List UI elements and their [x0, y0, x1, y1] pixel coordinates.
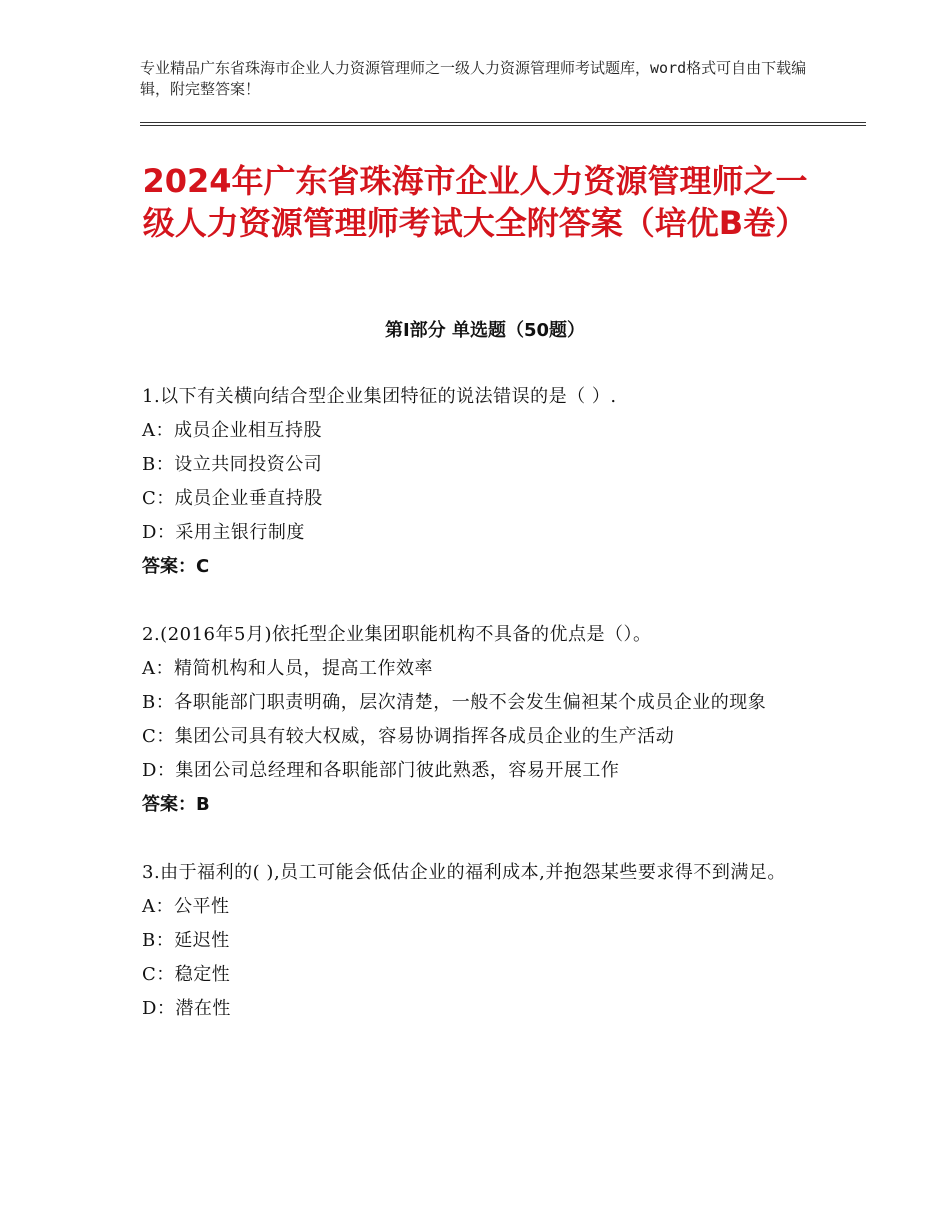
option-d: D：集团公司总经理和各职能部门彼此熟悉，容易开展工作 [142, 760, 620, 781]
divider [140, 122, 866, 123]
option-b: B：设立共同投资公司 [142, 454, 323, 475]
document-title: 2024年广东省珠海市企业人力资源管理师之一级人力资源管理师考试大全附答案（培优B卷） [142, 162, 808, 242]
question-stem: 2.(2016年5月)依托型企业集团职能机构不具备的优点是（）。 [142, 624, 652, 645]
question-list [142, 380, 822, 1060]
option-c: C：成员企业垂直持股 [142, 488, 323, 509]
option-c: C：稳定性 [142, 964, 231, 985]
option-b: B：各职能部门职责明确，层次清楚，一般不会发生偏袒某个成员企业的现象 [142, 692, 767, 713]
header-note: 专业精品广东省珠海市企业人力资源管理师之一级人力资源管理师考试题库，word格式可自由下载编辑，附完整答案！ [140, 59, 807, 98]
question-2 [142, 618, 822, 822]
answer: 答案：B [142, 794, 210, 815]
divider [140, 125, 866, 126]
section-heading: 第Ⅰ部分 单选题（50题） [384, 320, 585, 341]
answer: 答案：C [142, 556, 210, 577]
option-a: A：精简机构和人员，提高工作效率 [142, 658, 433, 679]
question-3 [142, 856, 822, 1026]
option-b: B：延迟性 [142, 930, 230, 951]
question-1 [142, 380, 822, 584]
option-c: C：集团公司具有较大权威，容易协调指挥各成员企业的生产活动 [142, 726, 675, 747]
question-stem: 3.由于福利的( ),员工可能会低估企业的福利成本,并抱怨某些要求得不到满足。 [142, 862, 786, 883]
option-a: A：公平性 [142, 896, 230, 917]
question-stem: 1.以下有关横向结合型企业集团特征的说法错误的是（ ）. [142, 386, 617, 407]
option-d: D：采用主银行制度 [142, 522, 305, 543]
option-d: D：潜在性 [142, 998, 231, 1019]
option-a: A：成员企业相互持股 [142, 420, 322, 441]
